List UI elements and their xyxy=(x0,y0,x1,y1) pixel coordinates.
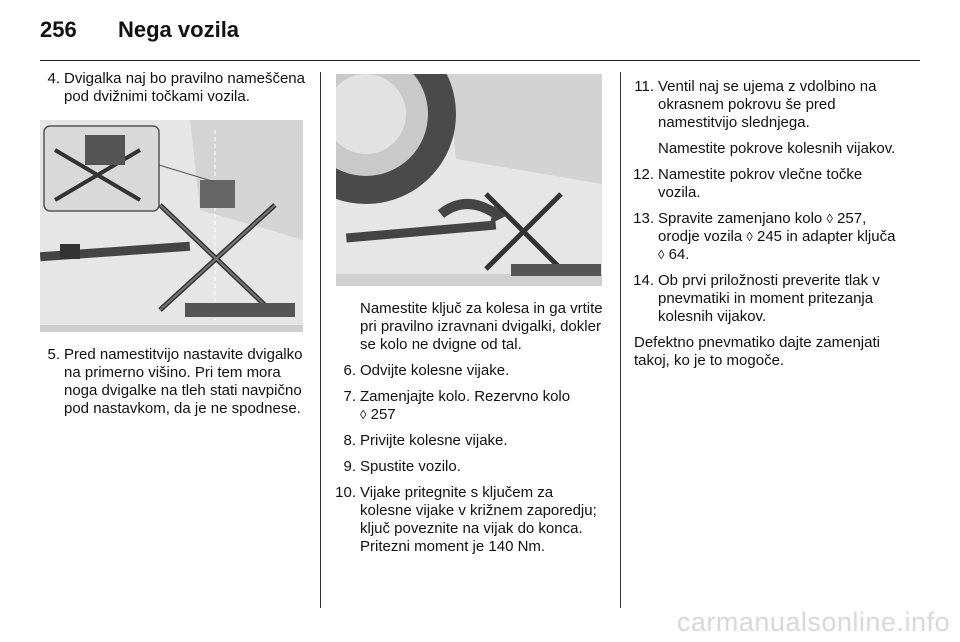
step-number: 8. xyxy=(343,432,356,449)
step-text: Pred namestitvijo nastavite dvigalko na primerno višino. Pri tem mora noga dvigalke na tleh stati navpično pod nastavkom, da je ne spodnese. xyxy=(64,346,303,417)
step-13 xyxy=(634,210,904,264)
page-number: 256 xyxy=(40,17,77,42)
column-3 xyxy=(634,70,904,378)
wheel-brace-illustration xyxy=(336,74,602,286)
step-number: 9. xyxy=(343,458,356,475)
step-text: Privijte kolesne vijake. xyxy=(360,432,508,449)
step-text: Dvigalka naj bo pravilno nameščena pod dvižnimi točkami vozila. xyxy=(64,70,305,105)
step-text: Vijake pritegnite s ključem za kolesne vijake v križnem zaporedju; ključ poveznite na vijak do konca. Pritezni moment je 140 Nm. xyxy=(360,484,597,555)
step-text: Odvijte kolesne vijake. xyxy=(360,362,510,379)
page-ref-icon: ◊ xyxy=(746,229,753,244)
header-divider xyxy=(40,60,920,61)
step-11 xyxy=(634,78,904,132)
step-text: Ventil naj se ujema z vdolbino na okrasnem pokrovu še pred namestitvijo slednjega. xyxy=(658,78,877,131)
illustration-caption: Namestite ključ za kolesa in ga vrtite pri pravilno izravnani dvigalki, dokler se kolo ne dvigne od tal. xyxy=(360,300,603,353)
page-ref[interactable]: 245 xyxy=(757,228,783,245)
step-7 xyxy=(336,388,604,424)
jack-placement-illustration xyxy=(40,120,303,332)
step-text: Spravite zamenjano kolo xyxy=(658,210,823,227)
step-number: 5. xyxy=(47,346,60,363)
step-11-note: Namestite pokrove kolesnih vijakov. xyxy=(658,140,896,157)
step-text: Namestite pokrov vlečne točke vozila. xyxy=(658,166,863,201)
step-5 xyxy=(40,346,306,418)
page-ref[interactable]: 64 xyxy=(668,246,686,263)
step-4 xyxy=(40,70,306,106)
step-6 xyxy=(336,362,604,380)
step-number: 11. xyxy=(634,78,654,95)
step-text: . xyxy=(685,246,690,263)
step-14 xyxy=(634,272,904,326)
step-number: 10. xyxy=(335,484,356,501)
page-header xyxy=(40,14,920,50)
step-number: 7. xyxy=(343,388,356,405)
step-text: Spustite vozilo. xyxy=(360,458,461,475)
watermark: carmanualsonline.info xyxy=(676,607,950,637)
column-2 xyxy=(336,70,604,564)
page-ref[interactable]: 257 xyxy=(370,406,396,423)
step-number: 13. xyxy=(633,210,654,227)
step-8 xyxy=(336,432,604,450)
step-9 xyxy=(336,458,604,476)
step-number: 6. xyxy=(343,362,356,379)
step-12 xyxy=(634,166,904,202)
step-text: in adapter ključa xyxy=(782,228,896,245)
column-1 xyxy=(40,70,306,426)
page-ref[interactable]: 257 xyxy=(837,210,863,227)
step-text: Ob prvi priložnosti preverite tlak v pnevmatiki in moment pritezanja kolesnih vijakov. xyxy=(658,272,880,325)
step-number: 14. xyxy=(633,272,654,289)
column-divider xyxy=(620,72,621,608)
page-ref-icon: ◊ xyxy=(658,247,665,262)
step-number: 12. xyxy=(633,166,654,183)
step-10 xyxy=(336,484,604,556)
step-text: Zamenjajte kolo. Rezervno kolo xyxy=(360,388,571,405)
column-divider xyxy=(320,72,321,608)
page-title: Nega vozila xyxy=(118,17,240,42)
final-note: Defektno pnevmatiko dajte zamenjati takoj, ko je to mogoče. xyxy=(634,334,880,369)
step-text: , orodje vozila xyxy=(658,210,867,245)
page-ref-icon: ◊ xyxy=(360,407,367,422)
page-ref-icon: ◊ xyxy=(826,211,833,226)
step-number: 4. xyxy=(47,70,60,87)
